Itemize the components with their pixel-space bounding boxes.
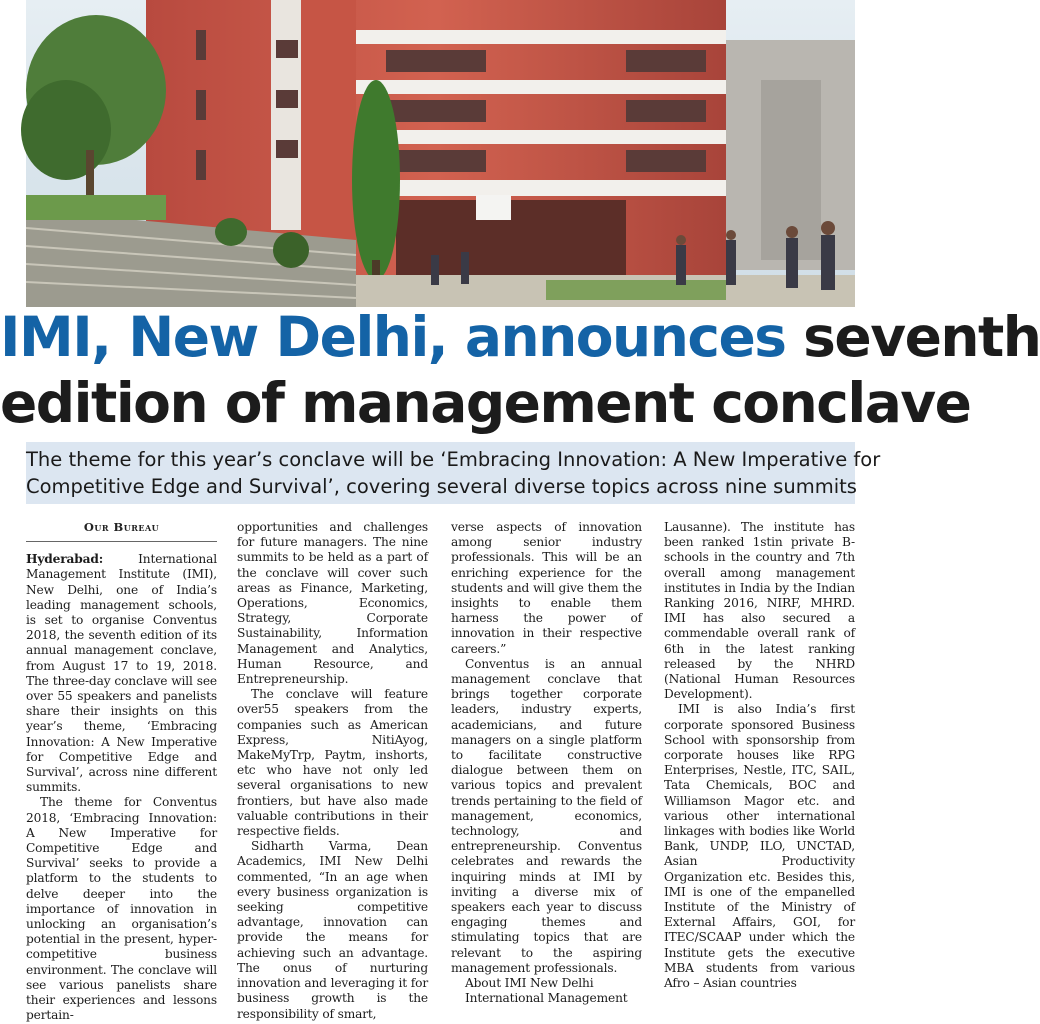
article-paragraph: The conclave will feature over55 speakers from the companies such as American Express, NitiAyog, MakeMyTrp, Paytm, inshorts, etc who have not only led several organisations to new frontiers, but have also made valuable contributions in their respective fields.	[237, 687, 428, 839]
deck-line-2: Competitive Edge and Survival’, covering several diverse topics across nine summits	[26, 475, 857, 498]
headline-line-1	[0, 305, 1040, 369]
article-paragraph: verse aspects of innovation among senior industry professionals. This will be an enriching experience for the students and will give them the insights to enable them harness the power of innovation in their respective careers.”	[451, 520, 642, 656]
article-column-2	[237, 520, 428, 1022]
byline: Our Bureau	[26, 520, 217, 542]
article-column-4	[664, 520, 855, 991]
deck-summary	[26, 442, 881, 504]
article-column-3	[451, 520, 642, 1007]
article-paragraph: The theme for Conventus 2018, ‘Embracing Innovation: A New Imperative for Competitive Edge and Survival’ seeks to provide a platform to the students to delve deeper into the importance of innovation in unlocking an organisation’s potential in the present, hyper-competitive business environment. The conclave will see various panelists share their experiences and lessons pertain-	[26, 795, 217, 1023]
headline-black-text: seventh	[803, 305, 1040, 369]
article-paragraph: opportunities and challenges for future managers. The nine summits to be held as a part of the conclave will cover such areas as Finance, Marketing, Operations, Economics, Strategy, Corporate Sustainability, Information Management and Analytics, Human Resource, and Entrepreneurship.	[237, 520, 428, 687]
campus-building-photo	[26, 0, 855, 307]
article-paragraph	[26, 552, 217, 795]
paragraph-text: International Management Institute (IMI), New Delhi, one of India’s leading management schools, is set to organise Conventus 2018, the seventh edition of its annual management conclave, from August 17 to 19, 2018. The three-day conclave will see over 55 speakers and panelists share their insights on this year’s theme, ‘Embracing Innovation: A New Imperative for Competitive Edge and Survival’, across nine different summits.	[26, 552, 217, 795]
dateline: Hyderabad:	[26, 552, 104, 567]
deck-line-1: The theme for this year’s conclave will be ‘Embracing Innovation: A New Imperative for	[26, 448, 881, 471]
article-paragraph: Conventus is an annual management conclave that brings together corporate leaders, industry experts, academicians, and future managers on a single platform to facilitate constructive dialogue between them on various topics and prevalent trends pertaining to the field of management, economics, technology, and entrepreneurship. Conventus celebrates and rewards the inquiring minds at IMI by inviting a diverse mix of speakers each year to discuss engaging themes and stimulating topics that are relevant to the aspiring management professionals.	[451, 656, 642, 975]
section-subhead: About IMI New Delhi	[465, 976, 594, 991]
article-column-1	[26, 520, 217, 1024]
headline-line-2: edition of management conclave	[0, 371, 971, 435]
article-paragraph: International Management	[465, 991, 628, 1006]
article-paragraph: IMI is also India’s first corporate sponsored Business School with sponsorship from corporate houses like RPG Enterprises, Nestle, ITC, SAIL, Tata Chemicals, BOC and Williamson Magor etc. and various other international linkages with bodies like World Bank, UNDP, ILO, UNCTAD, Asian Productivity Organization etc. Besides this, IMI is one of the empanelled Institute of the Ministry of External Affairs, GOI, for ITEC/SCAAP under which the Institute gets the executive MBA students from various Afro – Asian countries	[664, 702, 855, 991]
headline-blue-text: IMI, New Delhi, announces	[0, 305, 786, 369]
article-paragraph: Sidharth Varma, Dean Academics, IMI New Delhi commented, “In an age when every business organization is seeking competitive advantage, innovation can provide the means for achieving such an advantage. The onus of nurturing innovation and leveraging it for business growth is the responsibility of smart,	[237, 839, 428, 1021]
article-paragraph: Lausanne). The institute has been ranked 1stin private B-schools in the country and 7th overall among management institutes in India by the Indian Ranking 2016, NIRF, MHRD. IMI has also secured a commendable overall rank of 6th in the latest ranking released by the NHRD (National Human Resources Development).	[664, 520, 855, 702]
